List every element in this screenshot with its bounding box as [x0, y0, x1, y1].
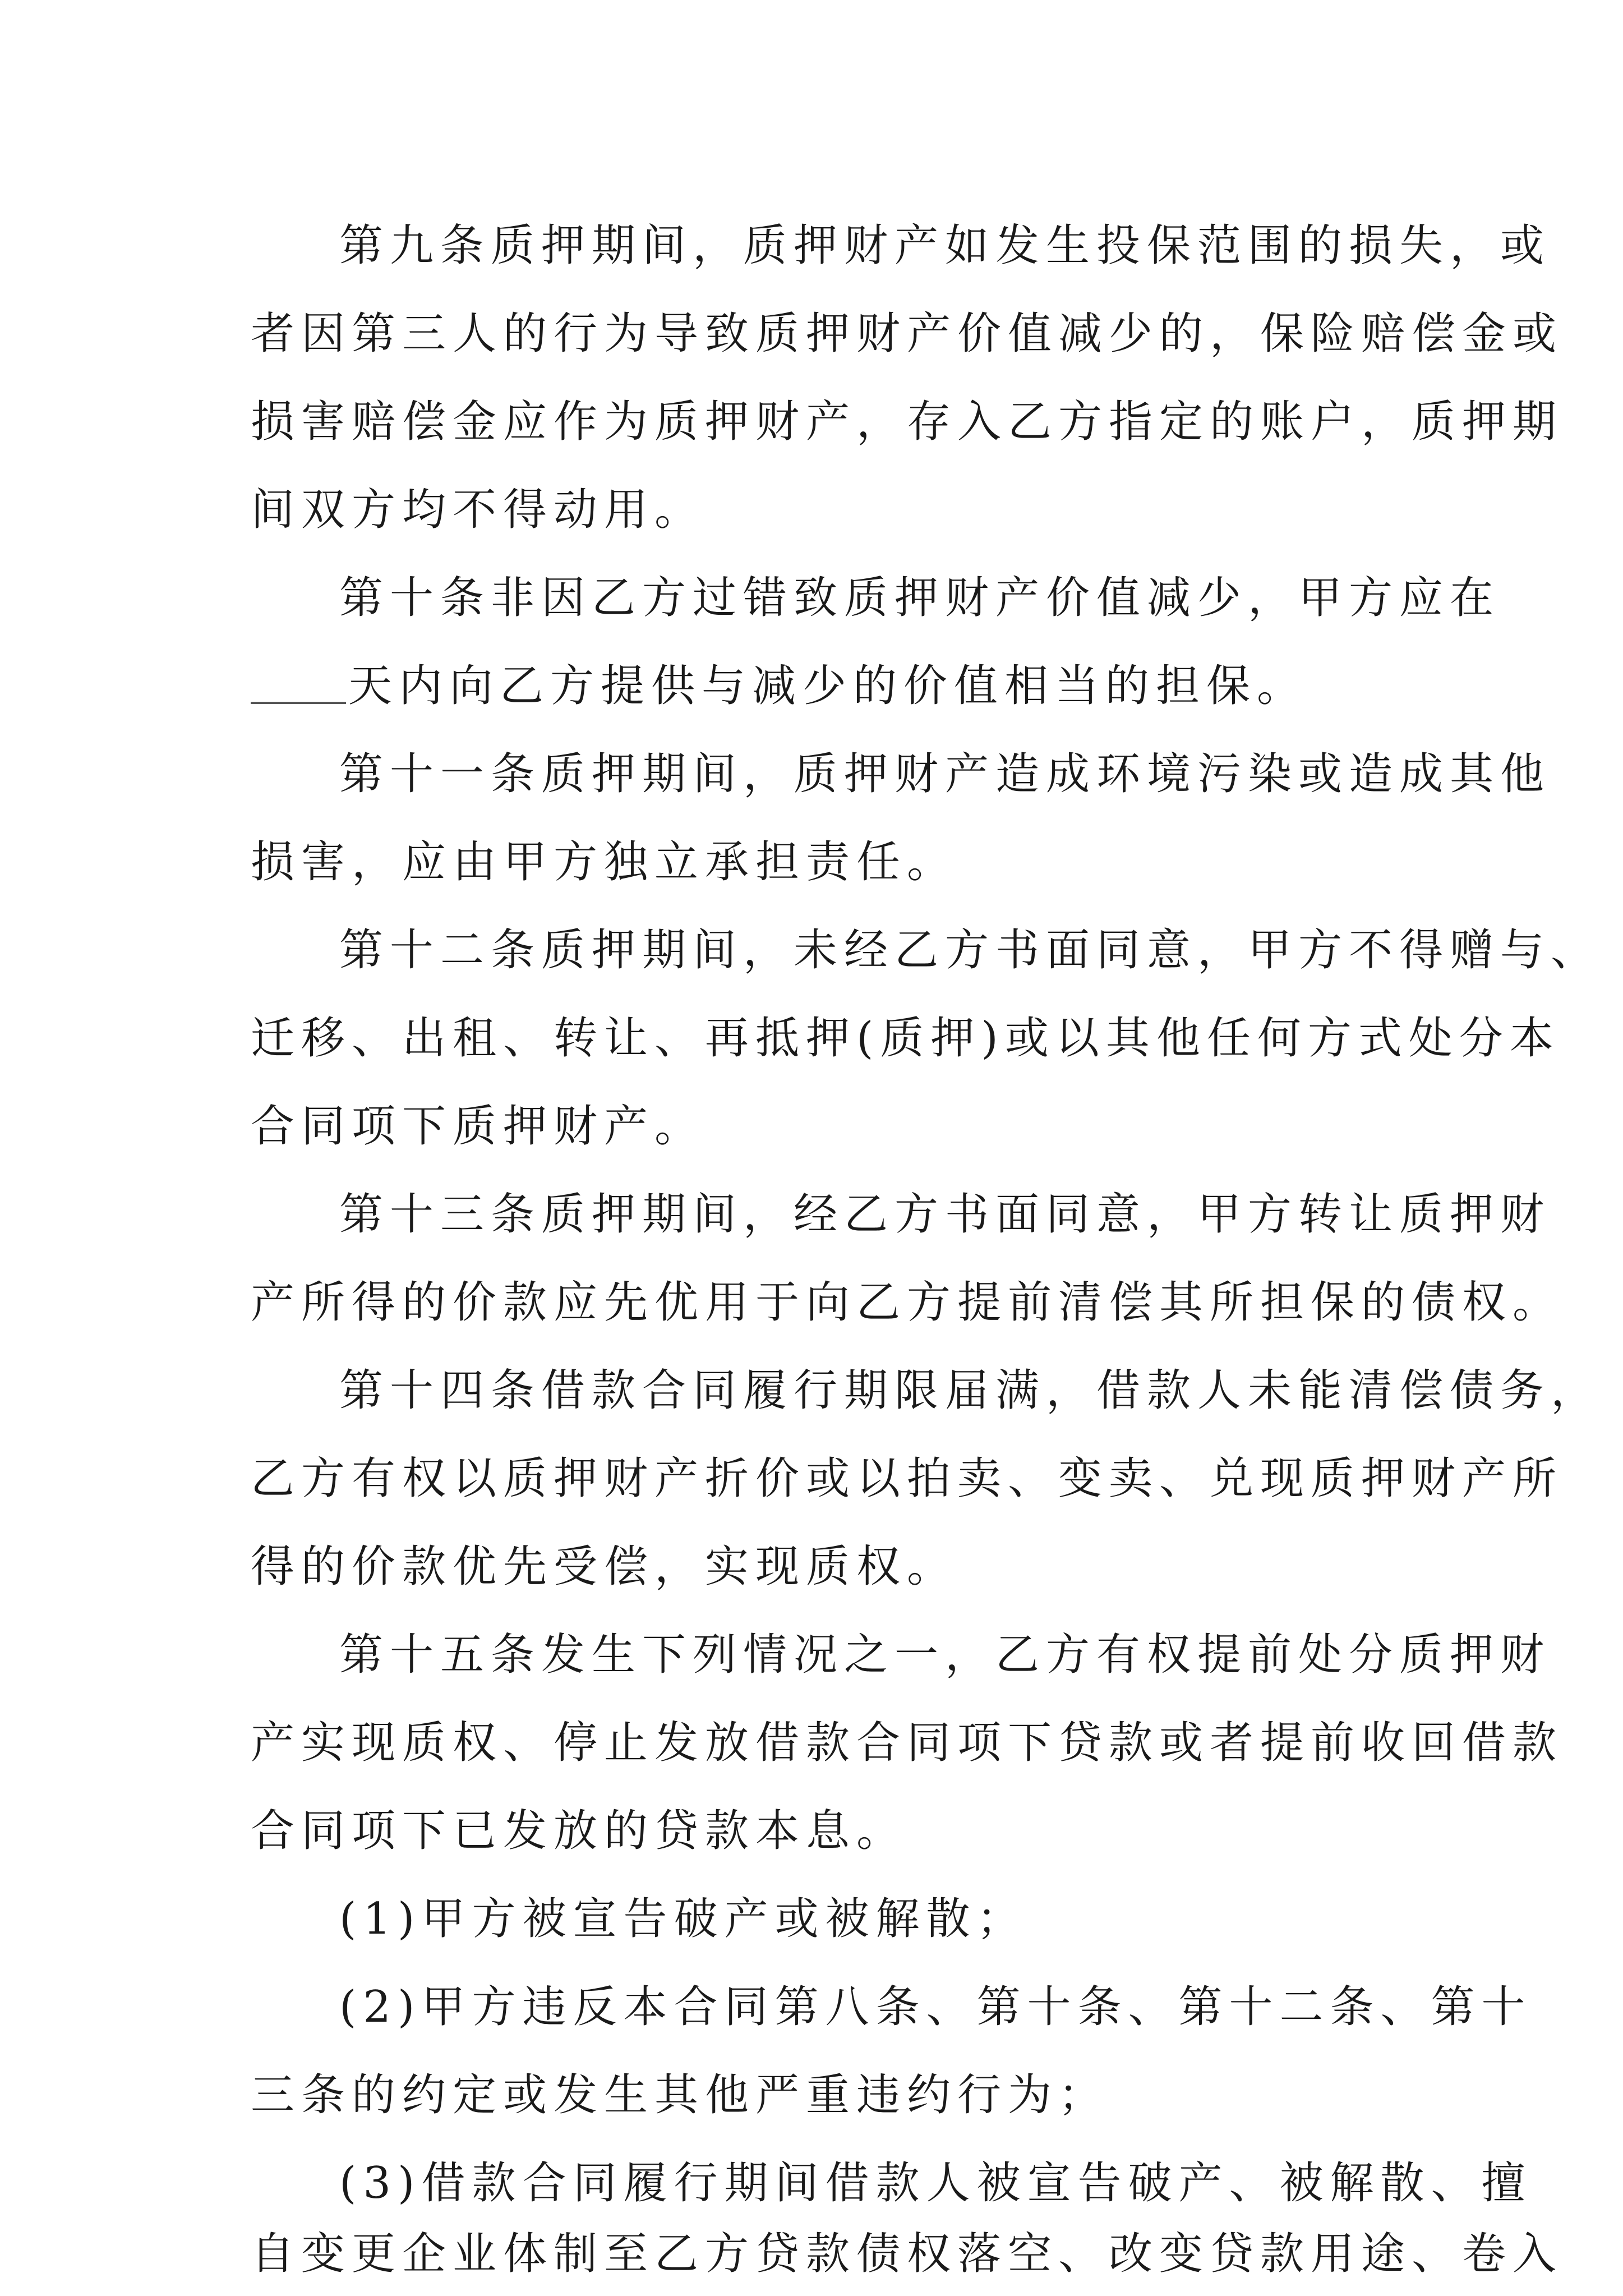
text-line: 得的价款优先受偿，实现质权。	[251, 1542, 958, 1592]
text-line: 迁移、出租、转让、再抵押(质押)或以其他任何方式处分本	[251, 1013, 1560, 1064]
text-line: (2)甲方违反本合同第八条、第十条、第十二条、第十	[339, 1982, 1532, 2032]
text-line: 第十五条发生下列情况之一，乙方有权提前处分质押财	[339, 1630, 1551, 1680]
text-line-with-blank	[0, 644, 1623, 728]
text-line: 第十四条借款合同履行期限届满，借款人未能清偿债务，	[339, 1365, 1602, 1416]
text-line: 第十一条质押期间，质押财产造成环境污染或造成其他	[339, 749, 1551, 799]
text-line: 第十三条质押期间，经乙方书面同意，甲方转让质押财	[339, 1189, 1551, 1240]
text-line: 第九条质押期间，质押财产如发生投保范围的损失，或	[339, 220, 1551, 271]
text-line: 第十二条质押期间，未经乙方书面同意，甲方不得赠与、	[339, 925, 1602, 976]
text-line: 合同项下质押财产。	[251, 1101, 706, 1152]
text-line: (1)甲方被宣告破产或被解散；	[339, 1894, 1027, 1944]
text-line: 损害，应由甲方独立承担责任。	[251, 837, 958, 887]
text-line: 间双方均不得动用。	[251, 485, 706, 535]
text-line: (3)借款合同履行期间借款人被宣告破产、被解散、擅	[339, 2158, 1532, 2208]
text-line: 乙方有权以质押财产折价或以拍卖、变卖、兑现质押财产所	[251, 1453, 1564, 1504]
text-line: 产所得的价款应先优用于向乙方提前清偿其所担保的债权。	[251, 1277, 1564, 1328]
fill-in-blank	[251, 702, 346, 704]
text-line: 自变更企业体制至乙方贷款债权落空、改变贷款用途、卷入	[251, 2229, 1564, 2279]
text-line: 产实现质权、停止发放借款合同项下贷款或者提前收回借款	[251, 1718, 1564, 1768]
text-line: 损害赔偿金应作为质押财产，存入乙方指定的账户，质押期	[251, 397, 1564, 447]
text-line: 三条的约定或发生其他严重违约行为；	[251, 2070, 1109, 2120]
text-line: 合同项下已发放的贷款本息。	[251, 1806, 907, 1856]
text-line: 天内向乙方提供与减少的价值相当的担保。	[348, 661, 1308, 711]
text-line: 者因第三人的行为导致质押财产价值减少的，保险赔偿金或	[251, 309, 1564, 359]
text-line: 第十条非因乙方过错致质押财产价值减少，甲方应在	[339, 573, 1501, 623]
